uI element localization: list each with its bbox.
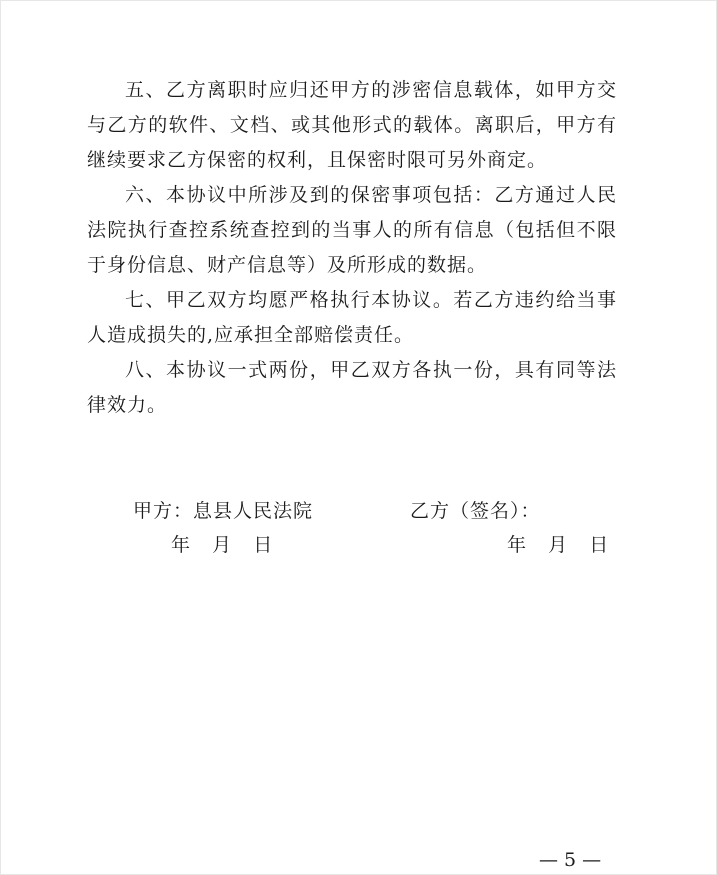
agreement-body [87,73,617,423]
clause-7: 七、甲乙双方均愿严格执行本协议。若乙方违约给当事人造成损失的,应承担全部赔偿责任。 [87,289,617,346]
party-b-signature: 乙方（签名）： [410,500,541,522]
party-a-date: 年 月 日 [171,534,274,556]
clause-6: 六、本协议中所涉及到的保密事项包括：乙方通过人民法院执行查控系统查控到的当事人的所有信息（包括但不限于身份信息、财产信息等）及所形成的数据。 [87,184,617,276]
party-b-date: 年 月 日 [507,534,610,556]
page-number: — 5 — [539,849,602,871]
party-a-signature: 甲方：息县人民法院 [133,500,314,522]
clause-5: 五、乙方离职时应归还甲方的涉密信息载体，如甲方交与乙方的软件、文档、或其他形式的载体。离职后，甲方有继续要求乙方保密的权利，且保密时限可另外商定。 [87,79,617,171]
clause-8: 八、本协议一式两份，甲乙双方各执一份，具有同等法律效力。 [87,359,617,416]
